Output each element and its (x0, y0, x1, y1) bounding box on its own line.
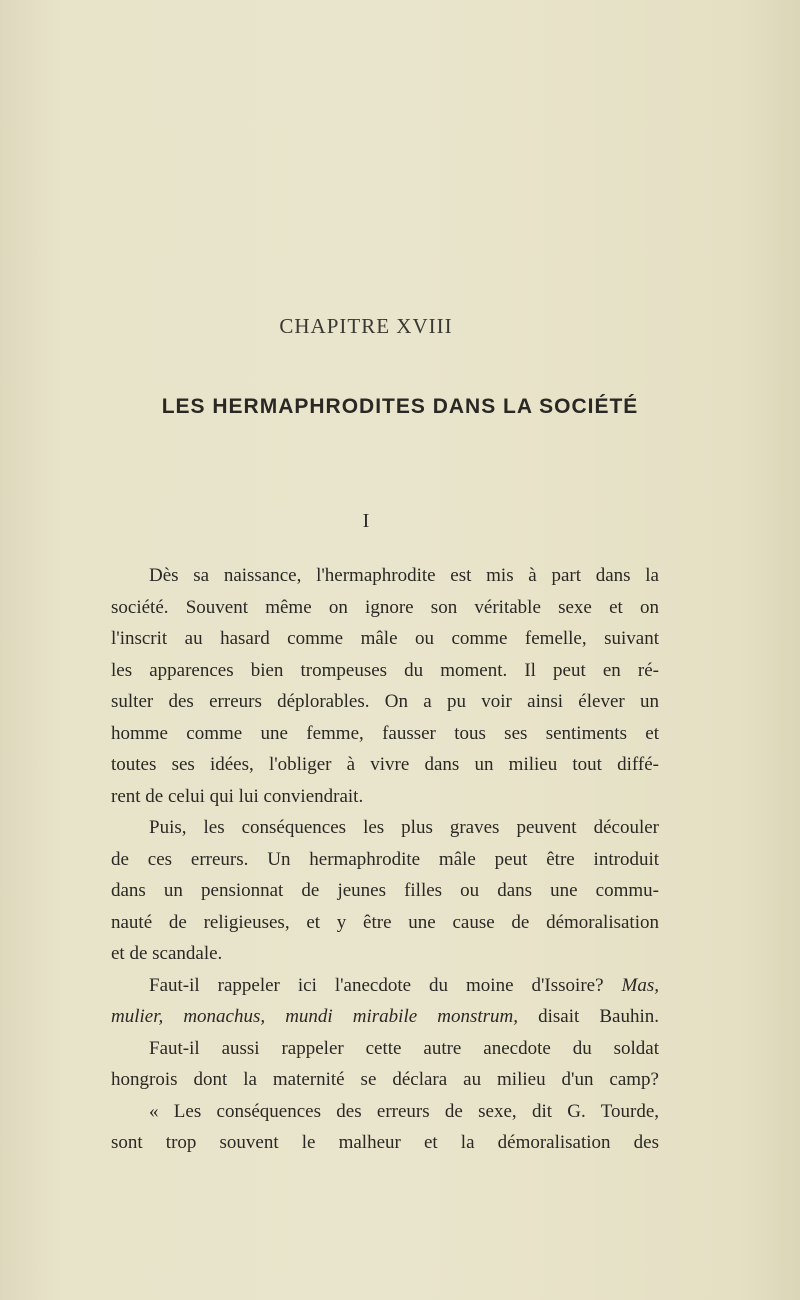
text-line: de ces erreurs. Un hermaphrodite mâle peut être introduit (111, 848, 659, 870)
text-line: homme comme une femme, fausser tous ses sentiments et (111, 722, 659, 744)
text-line: nauté de religieuses, et y être une cause de démoralisation (111, 911, 659, 933)
text-line: et de scandale. (111, 943, 223, 964)
text-line: sulter des erreurs déplorables. On a pu voir ainsi élever un (111, 691, 659, 712)
text-line: hongrois dont la maternité se déclara au milieu d'un camp? (111, 1069, 659, 1090)
text-line: Puis, les conséquences les plus graves peuvent découler (149, 817, 659, 838)
section-number: I (362, 510, 370, 532)
latin-quote: mulier, monachus, mundi mirabile monstrum, (111, 1006, 519, 1027)
text-line: les apparences bien trompeuses du moment. Il peut en ré- (111, 659, 659, 681)
text-line: « Les conséquences des erreurs de sexe, dit G. Tourde, (149, 1100, 659, 1122)
body-text (111, 560, 659, 1159)
text-line: toutes ses idées, l'obliger à vivre dans un milieu tout diffé- (111, 754, 659, 775)
latin-quote: Mas, (621, 974, 660, 996)
text-fragment: disait Bauhin. (538, 1006, 659, 1027)
text-line-mixed (111, 1001, 659, 1033)
text-line-mixed (111, 970, 659, 1002)
text-line: société. Souvent même on ignore son véritable sexe et on (111, 596, 659, 618)
text-line: rent de celui qui lui conviendrait. (111, 785, 364, 807)
text-line: dans un pensionnat de jeunes filles ou dans une commu- (111, 880, 659, 901)
text-line: sont trop souvent le malheur et la démoralisation des (111, 1132, 659, 1153)
text-line: Faut-il aussi rappeler cette autre anecdote du soldat (149, 1037, 659, 1059)
text-line: Dès sa naissance, l'hermaphrodite est mis à part dans la (149, 565, 659, 586)
chapter-number: CHAPITRE XVIII (279, 314, 453, 338)
text-fragment: Faut-il rappeler ici l'anecdote du moine d'Issoire? (149, 974, 604, 996)
chapter-title: LES HERMAPHRODITES DANS LA SOCIÉTÉ (161, 395, 639, 418)
text-line: l'inscrit au hasard comme mâle ou comme femelle, suivant (111, 628, 659, 649)
